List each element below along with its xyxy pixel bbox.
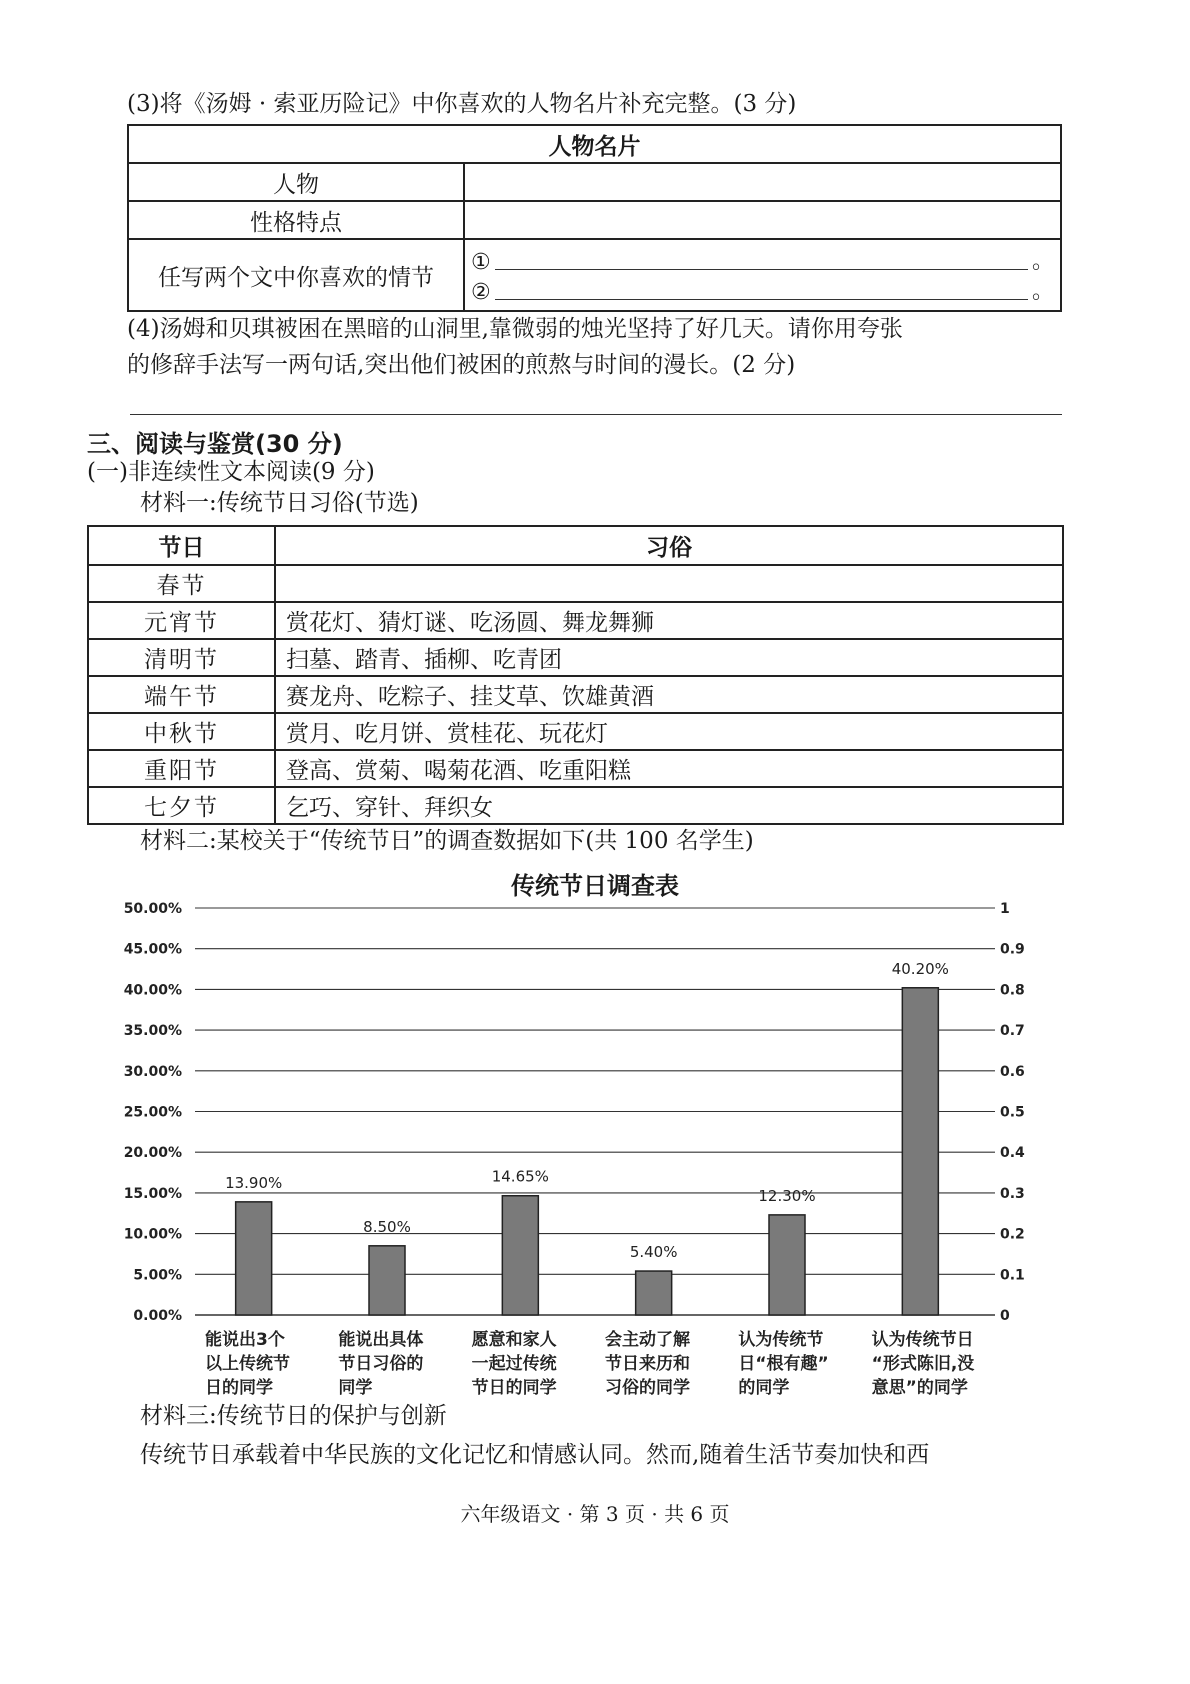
category-label: 会主动了解	[605, 1330, 690, 1350]
right-tick-label: 0.5	[1000, 1104, 1025, 1121]
section-3-heading: 三、阅读与鉴赏(30 分)	[87, 430, 343, 458]
category-label: 节日来历和	[605, 1354, 690, 1374]
category-label: 日的同学	[205, 1378, 273, 1398]
category-label: 意思”的同学	[871, 1378, 968, 1398]
left-tick-label: 40.00%	[123, 982, 182, 999]
question-4-line-1: (4)汤姆和贝琪被困在黑暗的山洞里,靠微弱的烛光坚持了好几天。请你用夸张	[127, 316, 903, 342]
category-label: 的同学	[738, 1378, 790, 1398]
right-tick-label: 0.2	[1000, 1226, 1025, 1243]
category-label: 认为传统节	[738, 1330, 824, 1350]
right-tick-label: 0.4	[1000, 1145, 1025, 1162]
material-3-title: 材料三:传统节日的保护与创新	[140, 1403, 447, 1429]
header-festival: 节日	[88, 526, 275, 565]
category-label: 同学	[338, 1378, 373, 1398]
left-tick-label: 25.00%	[123, 1104, 182, 1121]
right-tick-label: 1	[1000, 901, 1010, 917]
category-label: 习俗的同学	[605, 1378, 690, 1398]
bar-value-label: 13.90%	[225, 1173, 283, 1192]
category-label: 愿意和家人	[471, 1330, 557, 1350]
material-1-title: 材料一:传统节日习俗(节选)	[140, 490, 419, 516]
bar	[636, 1271, 672, 1315]
left-tick-label: 30.00%	[123, 1063, 182, 1080]
bar-value-label: 14.65%	[491, 1167, 549, 1186]
bar-value-label: 40.20%	[891, 959, 949, 978]
left-tick-label: 45.00%	[123, 941, 182, 958]
bar	[502, 1196, 538, 1315]
category-label: 节日的同学	[471, 1378, 557, 1398]
category-label: 能说出具体	[338, 1330, 424, 1350]
right-tick-label: 0.7	[1000, 1023, 1025, 1040]
card-row-label: 性格特点	[128, 201, 464, 239]
circle-two-mark: ②	[471, 280, 491, 305]
festival-cell: 重阳节	[88, 750, 275, 787]
left-tick-label: 0.00%	[133, 1308, 182, 1324]
bar-value-label: 5.40%	[629, 1243, 678, 1262]
period-mark: 。	[1031, 249, 1054, 274]
customs-cell: 赏月、吃月饼、赏桂花、玩花灯	[275, 713, 1063, 750]
left-tick-label: 35.00%	[123, 1023, 182, 1040]
bar-value-label: 12.30%	[758, 1186, 816, 1205]
festival-cell: 中秋节	[88, 713, 275, 750]
question-3-text: (3)将《汤姆 · 索亚历险记》中你喜欢的人物名片补充完整。(3 分)	[127, 91, 797, 117]
category-label: 认为传统节日	[871, 1330, 974, 1350]
customs-cell: 登高、赏菊、喝菊花酒、吃重阳糕	[275, 750, 1063, 787]
festival-cell: 元宵节	[88, 602, 275, 639]
customs-cell: 赛龙舟、吃粽子、挂艾草、饮雄黄酒	[275, 676, 1063, 713]
category-label: 以上传统节	[205, 1354, 290, 1374]
card-row-label: 任写两个文中你喜欢的情节	[128, 239, 464, 311]
right-tick-label: 0	[1000, 1308, 1010, 1324]
category-label: 日“根有趣”	[738, 1354, 829, 1374]
bar	[236, 1202, 272, 1315]
bar	[902, 988, 938, 1315]
right-tick-label: 0.1	[1000, 1267, 1025, 1284]
customs-cell: 赏花灯、猜灯谜、吃汤圆、舞龙舞狮	[275, 602, 1063, 639]
category-label: 一起过传统	[471, 1354, 557, 1374]
bar	[369, 1246, 405, 1315]
card-row-label: 人物	[128, 163, 464, 201]
material-3-text: 传统节日承载着中华民族的文化记忆和情感认同。然而,随着生活节奏加快和西	[140, 1442, 930, 1468]
left-tick-label: 15.00%	[123, 1185, 182, 1202]
festival-cell: 七夕节	[88, 787, 275, 824]
left-tick-label: 20.00%	[123, 1145, 182, 1162]
left-tick-label: 10.00%	[123, 1226, 182, 1243]
festival-cell: 春节	[88, 565, 275, 602]
customs-cell: 乞巧、穿针、拜织女	[275, 787, 1063, 824]
right-tick-label: 0.3	[1000, 1185, 1025, 1202]
period-mark: 。	[1031, 279, 1054, 304]
page-footer: 六年级语文 · 第 3 页 · 共 6 页	[460, 1502, 730, 1526]
festival-cell: 清明节	[88, 639, 275, 676]
card-title: 人物名片	[128, 125, 1061, 163]
category-label: 节日习俗的	[338, 1354, 424, 1374]
category-label: “形式陈旧,没	[871, 1354, 975, 1374]
header-customs: 习俗	[275, 526, 1063, 565]
question-4-line-2: 的修辞手法写一两句话,突出他们被困的煎熬与时间的漫长。(2 分)	[127, 352, 796, 378]
left-tick-label: 5.00%	[133, 1267, 182, 1284]
material-2-title: 材料二:某校关于“传统节日”的调查数据如下(共 100 名学生)	[140, 828, 754, 854]
part-1-heading: (一)非连续性文本阅读(9 分)	[87, 459, 375, 485]
bar	[769, 1215, 805, 1315]
customs-cell: 扫墓、踏青、插柳、吃青团	[275, 639, 1063, 676]
chart-title: 传统节日调查表	[511, 872, 679, 900]
category-label: 能说出3个	[205, 1330, 285, 1350]
left-tick-label: 50.00%	[123, 901, 182, 917]
bar-value-label: 8.50%	[363, 1217, 411, 1236]
right-tick-label: 0.6	[1000, 1063, 1025, 1080]
festival-cell: 端午节	[88, 676, 275, 713]
circle-one-mark: ①	[471, 250, 491, 275]
right-tick-label: 0.8	[1000, 982, 1025, 999]
right-tick-label: 0.9	[1000, 941, 1025, 958]
